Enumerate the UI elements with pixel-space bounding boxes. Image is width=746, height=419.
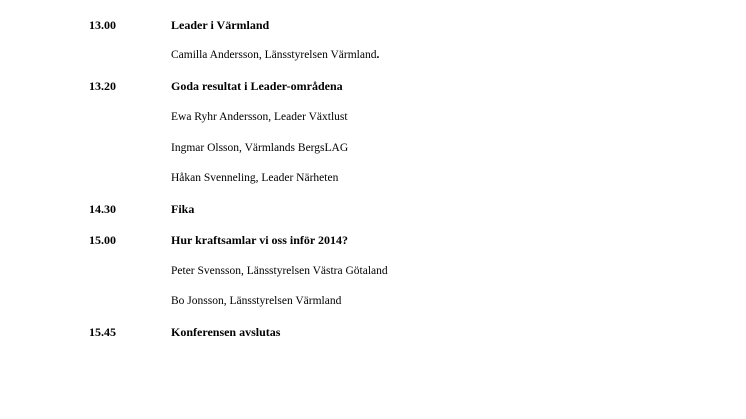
speaker-name: Camilla Andersson, Länsstyrelsen Värmland (171, 49, 377, 61)
agenda-session-row (0, 16, 746, 34)
session-title: Konferensen avslutas (171, 325, 281, 339)
session-title: Goda resultat i Leader-områdena (171, 79, 343, 93)
session-time: 15.00 (89, 233, 116, 247)
session-time: 13.20 (89, 79, 116, 93)
agenda-session-row (0, 200, 746, 218)
speaker-name: Ewa Ryhr Andersson, Leader Växtlust (171, 111, 348, 123)
agenda-session-row (0, 231, 746, 249)
speaker-name: Bo Jonsson, Länsstyrelsen Värmland (171, 295, 342, 307)
agenda-speaker-row (0, 108, 746, 126)
agenda-speaker-row (0, 46, 746, 64)
session-time: 14.30 (89, 202, 116, 216)
speaker-name: Håkan Svenneling, Leader Närheten (171, 172, 339, 184)
speaker-name: Ingmar Olsson, Värmlands BergsLAG (171, 142, 349, 154)
session-time: 15.45 (89, 325, 116, 339)
session-time: 13.00 (89, 18, 116, 32)
agenda-speaker-row (0, 169, 746, 187)
speaker-period: . (376, 49, 380, 61)
agenda-speaker-row (0, 262, 746, 280)
session-title: Fika (171, 202, 195, 216)
speaker-name: Peter Svensson, Länsstyrelsen Västra Götaland (171, 265, 388, 277)
agenda-speaker-row (0, 139, 746, 157)
agenda-speaker-row (0, 292, 746, 310)
speaker-line (171, 46, 379, 64)
agenda-session-row (0, 323, 746, 341)
agenda-session-row (0, 77, 746, 95)
session-title: Hur kraftsamlar vi oss inför 2014? (171, 233, 349, 247)
session-title: Leader i Värmland (171, 18, 270, 32)
